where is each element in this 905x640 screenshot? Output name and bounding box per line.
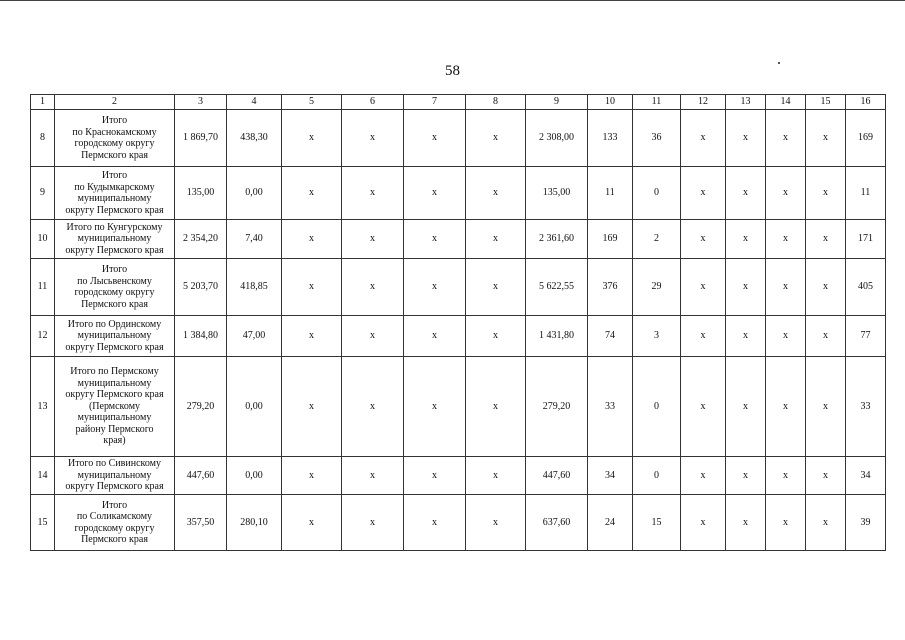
table-cell: x: [806, 357, 846, 457]
table-cell: 279,20: [526, 357, 588, 457]
row-number-cell: 11: [31, 259, 55, 316]
territory-name-line: округу Пермского края: [65, 481, 164, 493]
table-cell: x: [404, 457, 466, 495]
table-cell: x: [766, 316, 806, 357]
table-cell: x: [681, 316, 726, 357]
territory-name-line: по Лысьвенскому: [77, 275, 152, 287]
table-cell: 34: [588, 457, 633, 495]
table-cell: x: [766, 110, 806, 167]
table-cell: x: [766, 167, 806, 220]
territory-name-cell: [55, 110, 175, 167]
table-cell: x: [681, 357, 726, 457]
table-cell: 29: [633, 259, 681, 316]
table-cell: 2 361,60: [526, 220, 588, 259]
table-cell: x: [466, 495, 526, 551]
table-cell: 11: [588, 167, 633, 220]
table-cell: 0: [633, 457, 681, 495]
table-cell: 279,20: [175, 357, 227, 457]
column-header: 14: [766, 95, 806, 110]
table-cell: x: [466, 316, 526, 357]
table-cell: x: [404, 167, 466, 220]
table-cell: 1 869,70: [175, 110, 227, 167]
table-cell: 438,30: [227, 110, 282, 167]
table-cell: x: [681, 220, 726, 259]
territory-name-line: городскому округу: [74, 138, 155, 149]
table-cell: x: [282, 259, 342, 316]
table-cell: x: [466, 457, 526, 495]
table-cell: 133: [588, 110, 633, 167]
table-cell: x: [726, 495, 766, 551]
table-cell: x: [342, 357, 404, 457]
territory-name-line: по Кудымкарскому: [74, 181, 155, 193]
table-body: [31, 110, 886, 551]
table-cell: x: [806, 316, 846, 357]
table-cell: x: [681, 110, 726, 167]
territory-name-line: Итого по Кунгурскому: [66, 221, 163, 233]
table-cell: x: [726, 316, 766, 357]
table-cell: x: [342, 457, 404, 495]
table-cell: x: [726, 167, 766, 220]
territory-name-line: (Пермскому: [88, 400, 141, 412]
territory-name-line: муниципальному: [77, 412, 152, 424]
table-cell: 2: [633, 220, 681, 259]
table-cell: 2 308,00: [526, 110, 588, 167]
table-cell: 0,00: [227, 167, 282, 220]
table-cell: x: [404, 110, 466, 167]
table-row: [31, 110, 886, 167]
table-row: [31, 495, 886, 551]
column-header: 9: [526, 95, 588, 110]
table-cell: x: [282, 316, 342, 357]
table-cell: 33: [846, 357, 886, 457]
territory-name-line: округу Пермского края: [65, 389, 164, 401]
table-cell: x: [404, 316, 466, 357]
column-header: 4: [227, 95, 282, 110]
territory-name-cell: [55, 316, 175, 357]
column-header: 13: [726, 95, 766, 110]
table-cell: x: [766, 259, 806, 316]
column-header: 6: [342, 95, 404, 110]
table-cell: 376: [588, 259, 633, 316]
territory-name-line: муниципальному: [77, 330, 152, 342]
table-cell: x: [681, 167, 726, 220]
territory-name-line: Итого: [101, 264, 128, 275]
table-row: [31, 220, 886, 259]
table-cell: x: [282, 167, 342, 220]
table-cell: 357,50: [175, 495, 227, 551]
table-cell: 77: [846, 316, 886, 357]
column-header: 11: [633, 95, 681, 110]
table-cell: x: [766, 220, 806, 259]
column-header: 16: [846, 95, 886, 110]
table-cell: x: [404, 357, 466, 457]
table-cell: x: [342, 220, 404, 259]
territory-name-line: Итого: [101, 170, 128, 181]
page-number: 58: [445, 63, 460, 79]
territory-name-cell: [55, 220, 175, 259]
table-cell: x: [342, 495, 404, 551]
table-cell: 5 203,70: [175, 259, 227, 316]
table-cell: 169: [588, 220, 633, 259]
territory-name-line: муниципальному: [77, 233, 152, 245]
table-cell: x: [726, 220, 766, 259]
table-cell: x: [726, 357, 766, 457]
table-cell: 15: [633, 495, 681, 551]
page-top-edge: [0, 0, 905, 1]
table-cell: x: [282, 495, 342, 551]
table-cell: x: [806, 259, 846, 316]
table-cell: x: [766, 357, 806, 457]
table-cell: 0: [633, 167, 681, 220]
row-number-cell: 12: [31, 316, 55, 357]
table-row: [31, 457, 886, 495]
table-cell: x: [404, 495, 466, 551]
table-cell: 171: [846, 220, 886, 259]
territory-name-line: муниципальному: [77, 193, 152, 204]
table-cell: 135,00: [526, 167, 588, 220]
territory-name-cell: [55, 495, 175, 551]
table-row: [31, 167, 886, 220]
column-header: 3: [175, 95, 227, 110]
table-cell: 0: [633, 357, 681, 457]
territory-name-line: округу Пермского края: [65, 244, 164, 256]
table-cell: x: [806, 167, 846, 220]
table-cell: 24: [588, 495, 633, 551]
row-number-cell: 14: [31, 457, 55, 495]
table-cell: 0,00: [227, 357, 282, 457]
table-cell: x: [726, 259, 766, 316]
territory-name-cell: [55, 357, 175, 457]
territory-name-line: муниципальному: [77, 377, 152, 389]
table-cell: x: [806, 110, 846, 167]
territory-name-line: городскому округу: [74, 287, 155, 298]
table-cell: 447,60: [526, 457, 588, 495]
table-cell: x: [282, 220, 342, 259]
territory-name-line: округу Пермского края: [65, 204, 164, 216]
table-cell: 1 384,80: [175, 316, 227, 357]
table-cell: x: [342, 167, 404, 220]
table-cell: 5 622,55: [526, 259, 588, 316]
territory-name-cell: [55, 259, 175, 316]
column-header: 2: [55, 95, 175, 110]
territory-name-line: Итого по Пермскому: [70, 366, 159, 378]
territory-name-cell: [55, 457, 175, 495]
table-row: [31, 259, 886, 316]
table-cell: 2 354,20: [175, 220, 227, 259]
territory-name-line: Пермского края: [81, 149, 148, 161]
table-cell: x: [342, 110, 404, 167]
table-cell: x: [726, 457, 766, 495]
table-cell: 34: [846, 457, 886, 495]
table-cell: x: [806, 495, 846, 551]
row-number-cell: 15: [31, 495, 55, 551]
header-row: [31, 95, 886, 110]
table-cell: 637,60: [526, 495, 588, 551]
territory-name-line: муниципальному: [77, 469, 152, 481]
territory-name-line: края): [103, 435, 126, 447]
table-cell: x: [766, 457, 806, 495]
table-cell: 418,85: [227, 259, 282, 316]
territory-name-line: городскому округу: [74, 522, 155, 534]
table-cell: 47,00: [227, 316, 282, 357]
table-cell: 447,60: [175, 457, 227, 495]
row-number-cell: 13: [31, 357, 55, 457]
table-cell: x: [806, 220, 846, 259]
table-cell: x: [404, 259, 466, 316]
table-cell: 169: [846, 110, 886, 167]
territory-name-line: по Соликамскому: [76, 511, 153, 522]
table-cell: 36: [633, 110, 681, 167]
table-cell: x: [466, 110, 526, 167]
territory-name-line: Пермского края: [81, 534, 148, 545]
table-cell: x: [282, 357, 342, 457]
row-number-cell: 9: [31, 167, 55, 220]
territory-name-line: Итого по Ординскому: [67, 318, 162, 330]
territory-name-line: Пермского края: [81, 298, 148, 310]
table-cell: x: [726, 110, 766, 167]
table-cell: 7,40: [227, 220, 282, 259]
table-cell: x: [282, 457, 342, 495]
table-cell: 0,00: [227, 457, 282, 495]
table-row: [31, 316, 886, 357]
territory-name-cell: [55, 167, 175, 220]
table-cell: 74: [588, 316, 633, 357]
column-header: 10: [588, 95, 633, 110]
table-cell: 135,00: [175, 167, 227, 220]
row-number-cell: 10: [31, 220, 55, 259]
row-number-cell: 8: [31, 110, 55, 167]
column-header: 5: [282, 95, 342, 110]
table-cell: x: [404, 220, 466, 259]
report-table: [30, 94, 886, 551]
column-header: 12: [681, 95, 726, 110]
table-cell: x: [466, 167, 526, 220]
column-header: 8: [466, 95, 526, 110]
table-cell: x: [681, 259, 726, 316]
territory-name-line: Итого: [101, 115, 128, 126]
territory-name-line: Итого по Сивинскому: [67, 458, 162, 470]
territory-name-line: району Пермского: [75, 423, 154, 435]
table-cell: x: [806, 457, 846, 495]
table-cell: 1 431,80: [526, 316, 588, 357]
table-cell: x: [766, 495, 806, 551]
table-cell: 3: [633, 316, 681, 357]
table-cell: 33: [588, 357, 633, 457]
table-cell: x: [342, 316, 404, 357]
table-cell: 39: [846, 495, 886, 551]
column-header: 7: [404, 95, 466, 110]
table-cell: x: [681, 457, 726, 495]
territory-name-line: округу Пермского края: [65, 341, 164, 353]
table-cell: 11: [846, 167, 886, 220]
table-cell: x: [282, 110, 342, 167]
table-cell: x: [466, 220, 526, 259]
table-cell: x: [681, 495, 726, 551]
table-row: [31, 357, 886, 457]
column-header: 15: [806, 95, 846, 110]
column-header: 1: [31, 95, 55, 110]
table-cell: x: [466, 357, 526, 457]
territory-name-line: Итого: [101, 499, 128, 511]
table-cell: x: [466, 259, 526, 316]
territory-name-line: по Краснокамскому: [72, 126, 157, 138]
table-cell: 405: [846, 259, 886, 316]
table-cell: 280,10: [227, 495, 282, 551]
table-cell: x: [342, 259, 404, 316]
